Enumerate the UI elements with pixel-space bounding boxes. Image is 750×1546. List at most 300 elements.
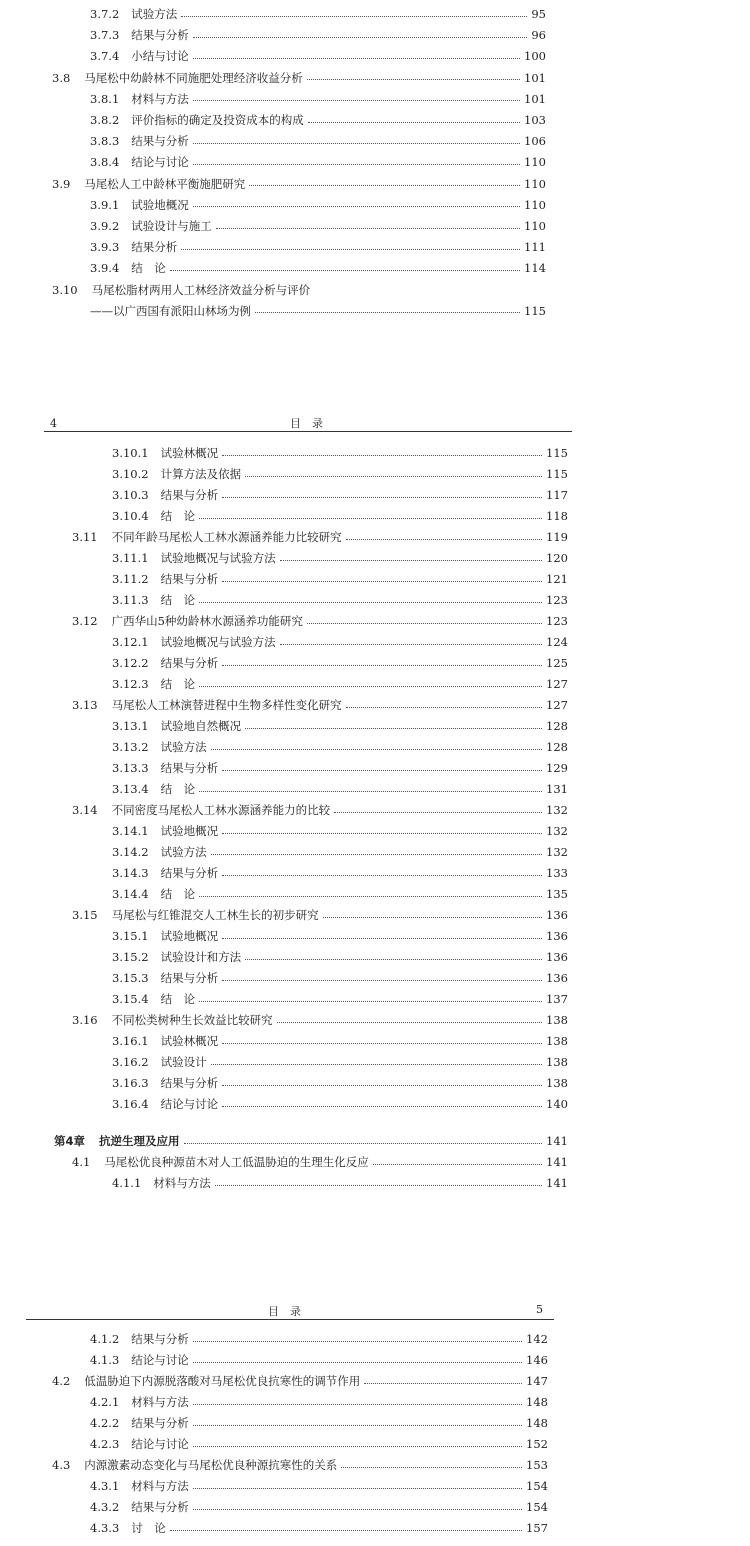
- dot-leader: [346, 539, 542, 540]
- toc-entry-page: 136: [546, 908, 568, 922]
- toc-entry-title: 试验设计和方法: [160, 950, 242, 964]
- toc-subsection-entry: [90, 89, 546, 109]
- toc-entry-page: 125: [546, 656, 568, 670]
- toc-entry-number: 3.8.2: [90, 113, 120, 127]
- toc-entry-title: ——以广西国有派阳山林场为例: [90, 303, 251, 318]
- dot-leader: [245, 728, 542, 729]
- toc-entry-number: 3.9.1: [90, 197, 120, 212]
- toc-entry-title: 计算方法及依据: [160, 467, 242, 481]
- toc-subsection-entry: [90, 1476, 548, 1496]
- toc-entry-title: 试验地概况与试验方法: [160, 551, 276, 565]
- toc-entry-page: 129: [546, 761, 568, 775]
- toc-entry-number: 3.15.4: [112, 992, 149, 1006]
- toc-subsection-entry: [90, 1329, 548, 1349]
- toc-subsection-entry: [112, 1094, 568, 1114]
- toc-entry-title: 结 论: [160, 782, 196, 796]
- toc-page-4: [0, 405, 750, 1225]
- toc-entry-title: 结果与分析: [160, 656, 219, 670]
- dot-leader: [222, 980, 542, 981]
- toc-entry-number: 3.14.2: [112, 845, 149, 859]
- toc-section-entry: [72, 527, 568, 547]
- toc-subsection-entry: [112, 821, 568, 841]
- dot-leader: [193, 1425, 522, 1426]
- dot-leader: [341, 1467, 522, 1468]
- toc-entry-page: 141: [546, 1176, 568, 1190]
- toc-subsection-entry: [112, 926, 568, 946]
- toc-subsection-entry: [90, 216, 546, 236]
- dot-leader: [181, 16, 527, 17]
- toc-entry-title: 广西华山5种幼龄林水源涵养功能研究: [111, 614, 303, 628]
- toc-section-entry: [52, 1455, 548, 1475]
- toc-subsection-entry: [112, 548, 568, 568]
- toc-entry-number: 3.16.1: [112, 1034, 149, 1048]
- toc-subsection-entry: [112, 1052, 568, 1072]
- toc-subsection-entry: [90, 258, 546, 278]
- toc-entry-title: 结果与分析: [160, 1076, 219, 1090]
- toc-entry-page: 124: [546, 635, 568, 649]
- toc-section-entry: [72, 800, 568, 820]
- toc-entry-number: 3.9: [52, 176, 71, 191]
- dot-leader: [280, 560, 542, 561]
- toc-section-entry: [52, 68, 546, 88]
- dot-leader: [222, 581, 542, 582]
- toc-entry-title: 结果与分析: [160, 488, 219, 502]
- toc-entry-page: 148: [526, 1395, 548, 1409]
- header-title: 目 录: [268, 1305, 301, 1318]
- toc-entry-number: 4.3.1: [90, 1479, 120, 1493]
- dot-leader: [193, 1362, 522, 1363]
- toc-section-entry: [52, 174, 546, 194]
- toc-subsection-entry: [90, 4, 546, 24]
- toc-entry-page: 106: [524, 134, 546, 149]
- toc-subsection-entry: [112, 947, 568, 967]
- toc-subsection-entry: [112, 443, 568, 463]
- dot-leader: [215, 1185, 542, 1186]
- dot-leader: [323, 917, 542, 918]
- dot-leader: [249, 185, 520, 186]
- dot-leader: [199, 686, 542, 687]
- toc-entry-title: 结果与分析: [131, 134, 189, 149]
- toc-entry-number: 4.1: [72, 1155, 91, 1169]
- toc-subsection-entry: [112, 1031, 568, 1051]
- toc-subsection-entry: [90, 25, 546, 45]
- toc-subsection-entry: [90, 1392, 548, 1412]
- toc-subsection-entry: [90, 301, 546, 321]
- dot-leader: [199, 518, 542, 519]
- toc-entry-title: 不同松类树种生长效益比较研究: [111, 1013, 273, 1027]
- toc-subsection-entry: [112, 464, 568, 484]
- toc-subsection-entry: [112, 842, 568, 862]
- toc-entry-page: 101: [524, 70, 546, 85]
- toc-subsection-entry: [112, 590, 568, 610]
- toc-entry-title: 结 论: [160, 509, 196, 523]
- dot-leader: [211, 1064, 542, 1065]
- toc-entry-page: 138: [546, 1076, 568, 1090]
- header-rule: [44, 431, 572, 432]
- toc-entry-page: 133: [546, 866, 568, 880]
- toc-subsection-entry: [90, 237, 546, 257]
- toc-entry-number: 3.9.4: [90, 261, 120, 276]
- toc-entry-number: 4.2.3: [90, 1437, 120, 1451]
- toc-entry-title: 试验地概况: [131, 197, 189, 212]
- toc-entry-title: 不同密度马尾松人工林水源涵养能力的比较: [111, 803, 331, 817]
- toc-entry-page: 115: [546, 467, 568, 481]
- toc-entry-title: 材料与方法: [131, 91, 189, 106]
- toc-entry-page: 119: [546, 530, 568, 544]
- toc-entry-title: 试验林概况: [160, 446, 219, 460]
- toc-section-entry: [72, 1152, 568, 1172]
- toc-entry-number: 3.11: [72, 530, 98, 544]
- toc-entry-page: 118: [546, 509, 568, 523]
- toc-entry-title: 结 论: [160, 992, 196, 1006]
- toc-subsection-entry: [112, 779, 568, 799]
- toc-entry-number: 3.16.3: [112, 1076, 149, 1090]
- dot-leader: [222, 770, 542, 771]
- toc-subsection-entry: [112, 884, 568, 904]
- dot-leader: [211, 749, 542, 750]
- toc-entry-title: 试验地自然概况: [160, 719, 242, 733]
- dot-leader: [222, 455, 542, 456]
- toc-entry-title: 马尾松人工中龄林平衡施肥研究: [84, 176, 246, 191]
- toc-subsection-entry: [90, 1497, 548, 1517]
- toc-entry-page: 100: [524, 49, 546, 64]
- toc-entry-page: 132: [546, 824, 568, 838]
- dot-leader: [222, 1106, 542, 1107]
- toc-entry-number: 3.10.1: [112, 446, 149, 460]
- dot-leader: [222, 665, 542, 666]
- toc-entry-number: 3.8: [52, 70, 71, 85]
- toc-entry-title: 结果分析: [131, 240, 178, 255]
- toc-entry-page: 111: [524, 240, 546, 255]
- dot-leader: [222, 1085, 542, 1086]
- toc-entry-page: 128: [546, 740, 568, 754]
- toc-subsection-entry: [90, 195, 546, 215]
- toc-entry-page: 136: [546, 929, 568, 943]
- dot-leader: [193, 1509, 522, 1510]
- toc-section-entry: [72, 695, 568, 715]
- dot-leader: [193, 143, 520, 144]
- toc-subsection-entry: [90, 131, 546, 151]
- toc-entry-number: 3.13: [72, 698, 98, 712]
- toc-subsection-entry: [90, 46, 546, 66]
- dot-leader: [193, 206, 520, 207]
- dot-leader: [211, 854, 542, 855]
- toc-entry-number: 3.7.3: [90, 28, 120, 43]
- toc-entry-number: 3.13.1: [112, 719, 149, 733]
- toc-entry-page: 103: [524, 113, 546, 127]
- toc-entry-number: 3.13.2: [112, 740, 149, 754]
- toc-entry-page: 123: [546, 593, 568, 607]
- toc-subsection-entry: [90, 110, 546, 130]
- dot-leader: [334, 812, 542, 813]
- toc-entry-title: 结论与讨论: [131, 1353, 189, 1367]
- toc-entry-page: 128: [546, 719, 568, 733]
- toc-entry-title: 结 论: [160, 677, 196, 691]
- dot-leader: [222, 497, 542, 498]
- toc-entry-number: 3.15.2: [112, 950, 149, 964]
- toc-entry-page: 95: [531, 7, 546, 21]
- toc-entry-number: 4.2.2: [90, 1416, 120, 1430]
- toc-entry-title: 材料与方法: [131, 1395, 189, 1409]
- dot-leader: [222, 1043, 542, 1044]
- toc-subsection-entry: [112, 737, 568, 757]
- toc-entry-page: 138: [546, 1055, 568, 1069]
- toc-entry-page: 138: [546, 1034, 568, 1048]
- toc-entry-number: 4.2.1: [90, 1395, 120, 1409]
- toc-entry-title: 结果与分析: [160, 866, 219, 880]
- toc-entry-page: 101: [524, 91, 546, 106]
- toc-entry-number: 3.14.3: [112, 866, 149, 880]
- toc-entry-page: 110: [524, 176, 546, 191]
- toc-entry-number: 3.12.1: [112, 635, 149, 649]
- dot-leader: [170, 270, 520, 271]
- toc-entry-page: 142: [526, 1332, 548, 1346]
- toc-entry-page: 154: [526, 1500, 548, 1514]
- toc-entry-title: 试验地概况与试验方法: [160, 635, 276, 649]
- toc-entry-number: 4.3: [52, 1458, 71, 1472]
- toc-section-entry: [52, 280, 546, 300]
- toc-entry-title: 试验设计: [160, 1055, 207, 1069]
- toc-entry-number: 3.8.3: [90, 134, 120, 149]
- toc-entry-title: 结果与分析: [160, 761, 219, 775]
- toc-section-entry: [72, 611, 568, 631]
- toc-subsection-entry: [112, 674, 568, 694]
- toc-entry-page: 132: [546, 803, 568, 817]
- toc-subsection-entry: [90, 1434, 548, 1454]
- toc-entry-number: 3.10.2: [112, 467, 149, 481]
- toc-entry-title: 结果与分析: [131, 28, 189, 43]
- toc-entry-title: 试验设计与施工: [131, 219, 212, 233]
- dot-leader: [216, 228, 520, 229]
- toc-entry-page: 136: [546, 950, 568, 964]
- toc-entry-page: 141: [546, 1134, 568, 1148]
- toc-entry-number: 3.14: [72, 803, 98, 817]
- header-title: 目 录: [290, 417, 323, 430]
- toc-subsection-entry: [90, 1350, 548, 1370]
- toc-section-entry: [72, 905, 568, 925]
- toc-entry-number: 4.1.2: [90, 1332, 120, 1346]
- dot-leader: [193, 100, 520, 101]
- toc-entry-page: 123: [546, 614, 568, 628]
- toc-entry-number: 3.11.1: [112, 551, 149, 565]
- toc-entry-page: 114: [524, 261, 546, 276]
- toc-section-entry: [72, 1010, 568, 1030]
- toc-entry-number: 3.10: [52, 282, 78, 297]
- toc-section-entry: [52, 1371, 548, 1391]
- dot-leader: [170, 1530, 522, 1531]
- toc-entry-page: 110: [524, 155, 546, 170]
- dot-leader: [222, 833, 542, 834]
- toc-entry-number: 3.16.4: [112, 1097, 149, 1111]
- toc-entry-number: 3.10.3: [112, 488, 149, 502]
- dot-leader: [245, 476, 542, 477]
- dot-leader: [307, 623, 542, 624]
- toc-entry-page: 157: [526, 1521, 548, 1535]
- dot-leader: [181, 249, 520, 250]
- toc-entry-page: 135: [546, 887, 568, 901]
- toc-entry-title: 试验方法: [160, 740, 207, 754]
- toc-entry-page: 147: [526, 1374, 548, 1388]
- toc-subsection-entry: [112, 863, 568, 883]
- toc-subsection-entry: [112, 632, 568, 652]
- toc-entry-title: 马尾松人工林演替进程中生物多样性变化研究: [111, 698, 342, 712]
- toc-entry-title: 结果与分析: [160, 572, 219, 586]
- toc-entry-title: 小结与讨论: [131, 49, 189, 64]
- header-page-number: 4: [50, 417, 57, 430]
- toc-subsection-entry: [112, 968, 568, 988]
- toc-entry-page: 96: [531, 28, 546, 43]
- toc-entry-page: 140: [546, 1097, 568, 1111]
- toc-subsection-entry: [112, 485, 568, 505]
- toc-entry-number: 3.14.4: [112, 887, 149, 901]
- toc-entry-title: 结果与分析: [131, 1416, 189, 1430]
- toc-entry-page: 110: [524, 219, 546, 233]
- toc-entry-title: 结论与讨论: [131, 1437, 189, 1451]
- toc-entry-title: 结 论: [160, 593, 196, 607]
- toc-entry-page: 146: [526, 1353, 548, 1367]
- toc-entry-page: 148: [526, 1416, 548, 1430]
- toc-entry-number: 4.1.3: [90, 1353, 120, 1367]
- toc-entry-title: 试验地概况: [160, 929, 219, 943]
- toc-entry-number: 3.14.1: [112, 824, 149, 838]
- toc-entry-number: 3.11.3: [112, 593, 149, 607]
- toc-entry-page: 115: [524, 303, 546, 318]
- toc-subsection-entry: [112, 1173, 568, 1193]
- toc-entry-page: 115: [546, 446, 568, 460]
- toc-entry-title: 马尾松脂材两用人工林经济效益分析与评价: [91, 282, 311, 297]
- toc-entry-title: 试验方法: [131, 7, 178, 21]
- toc-entry-title: 马尾松与红锥混交人工林生长的初步研究: [111, 908, 319, 922]
- toc-entry-number: 3.7.4: [90, 49, 120, 64]
- toc-entry-title: 试验林概况: [160, 1034, 219, 1048]
- dot-leader: [193, 1446, 522, 1447]
- dot-leader: [308, 122, 520, 123]
- toc-entry-number: 3.8.1: [90, 91, 120, 106]
- toc-entry-number: 3.10.4: [112, 509, 149, 523]
- toc-entry-number: 3.12.3: [112, 677, 149, 691]
- toc-entry-page: 127: [546, 698, 568, 712]
- toc-entry-title: 结 论: [160, 887, 196, 901]
- toc-subsection-entry: [90, 1518, 548, 1538]
- toc-subsection-entry: [90, 152, 546, 172]
- dot-leader: [193, 58, 520, 59]
- dot-leader: [193, 1341, 522, 1342]
- dot-leader: [199, 602, 542, 603]
- toc-entry-number: 3.12.2: [112, 656, 149, 670]
- toc-subsection-entry: [112, 569, 568, 589]
- toc-entry-page: 152: [526, 1437, 548, 1451]
- toc-page-fragment-top: [0, 0, 750, 330]
- toc-entry-number: 3.15.3: [112, 971, 149, 985]
- toc-entry-number: 3.11.2: [112, 572, 149, 586]
- toc-entry-number: 3.15.1: [112, 929, 149, 943]
- toc-subsection-entry: [112, 506, 568, 526]
- toc-entry-title: 结论与讨论: [131, 155, 189, 170]
- dot-leader: [364, 1383, 522, 1384]
- toc-page-5: [0, 1295, 750, 1546]
- toc-entry-title: 抗逆生理及应用: [99, 1134, 180, 1148]
- toc-entry-number: 3.13.3: [112, 761, 149, 775]
- toc-entry-number: 3.16.2: [112, 1055, 149, 1069]
- dot-leader: [346, 707, 542, 708]
- dot-leader: [245, 959, 542, 960]
- toc-entry-page: 131: [546, 782, 568, 796]
- toc-entry-title: 结论与讨论: [160, 1097, 219, 1111]
- toc-entry-number: 4.2: [52, 1374, 71, 1388]
- dot-leader: [255, 312, 520, 313]
- toc-entry-title: 低温胁迫下内源脱落酸对马尾松优良抗寒性的调节作用: [84, 1374, 361, 1388]
- toc-entry-title: 不同年龄马尾松人工林水源涵养能力比较研究: [111, 530, 342, 544]
- toc-entry-title: 马尾松优良种源苗木对人工低温胁迫的生理生化反应: [104, 1155, 369, 1169]
- toc-entry-title: 试验地概况: [160, 824, 219, 838]
- toc-subsection-entry: [112, 989, 568, 1009]
- toc-entry-page: 136: [546, 971, 568, 985]
- toc-entry-number: 3.12: [72, 614, 98, 628]
- toc-entry-title: 结果与分析: [131, 1332, 189, 1346]
- dot-leader: [277, 1022, 542, 1023]
- toc-entry-title: 结果与分析: [160, 971, 219, 985]
- toc-entry-title: 材料与方法: [153, 1176, 211, 1190]
- dot-leader: [222, 875, 542, 876]
- dot-leader: [193, 37, 528, 38]
- header-rule: [26, 1319, 554, 1320]
- toc-entry-title: 马尾松中幼龄林不同施肥处理经济收益分析: [84, 70, 303, 85]
- toc-entry-number: 4.3.3: [90, 1521, 120, 1535]
- toc-entry-page: 138: [546, 1013, 568, 1027]
- toc-entry-page: 141: [546, 1155, 568, 1169]
- toc-entry-page: 154: [526, 1479, 548, 1493]
- toc-entry-number: 3.9.3: [90, 240, 120, 255]
- toc-entry-page: 120: [546, 551, 568, 565]
- toc-entry-page: 110: [524, 197, 546, 212]
- dot-leader: [184, 1143, 543, 1144]
- toc-entry-number: 3.16: [72, 1013, 98, 1027]
- toc-entry-page: 137: [546, 992, 568, 1006]
- toc-entry-number: 第4章: [54, 1134, 86, 1148]
- toc-subsection-entry: [112, 716, 568, 736]
- toc-entry-title: 内源激素动态变化与马尾松优良种源抗寒性的关系: [84, 1458, 338, 1472]
- toc-entry-page: 121: [546, 572, 568, 586]
- dot-leader: [199, 791, 542, 792]
- dot-leader: [373, 1164, 542, 1165]
- dot-leader: [199, 1001, 542, 1002]
- dot-leader: [280, 644, 542, 645]
- toc-entry-page: 132: [546, 845, 568, 859]
- dot-leader: [193, 1488, 522, 1489]
- toc-entry-number: 3.8.4: [90, 155, 120, 170]
- toc-entry-number: 3.13.4: [112, 782, 149, 796]
- toc-entry-number: 3.15: [72, 908, 98, 922]
- toc-entry-title: 评价指标的确定及投资成本的构成: [131, 113, 304, 127]
- dot-leader: [307, 79, 520, 80]
- toc-entry-page: 117: [546, 488, 568, 502]
- toc-entry-number: 3.9.2: [90, 219, 120, 233]
- toc-entry-page: 153: [526, 1458, 548, 1472]
- toc-entry-title: 试验方法: [160, 845, 207, 859]
- dot-leader: [193, 164, 520, 165]
- toc-entry-number: 4.1.1: [112, 1176, 142, 1190]
- toc-subsection-entry: [90, 1413, 548, 1433]
- toc-entry-title: 结 论: [131, 261, 166, 276]
- toc-entry-title: 讨 论: [131, 1521, 166, 1535]
- toc-entry-title: 结果与分析: [131, 1500, 189, 1514]
- toc-entry-number: 3.7.2: [90, 7, 120, 21]
- header-page-number: 5: [536, 1303, 543, 1316]
- toc-subsection-entry: [112, 1073, 568, 1093]
- toc-entry-page: 127: [546, 677, 568, 691]
- toc-subsection-entry: [112, 758, 568, 778]
- dot-leader: [193, 1404, 522, 1405]
